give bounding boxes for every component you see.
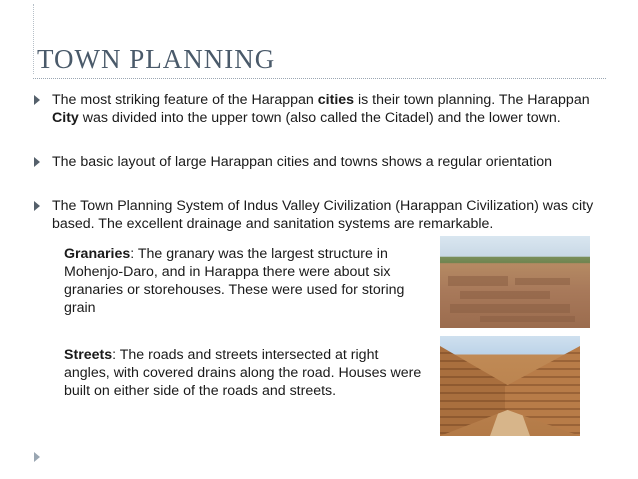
slide-title: TOWN PLANNING [37, 44, 276, 74]
granary-ruins-photo [440, 236, 590, 328]
bold-term: City [52, 110, 79, 126]
text-run: was divided into the upper town (also called the Citadel) and the lower town. [78, 110, 561, 126]
footer-arrow-icon [34, 452, 40, 462]
text-run: is their town planning. The Harappan [354, 92, 590, 108]
bold-term: cities [317, 92, 355, 108]
brick-street-photo [440, 336, 580, 436]
granaries-term: Granaries [64, 246, 131, 262]
granaries-paragraph [64, 245, 424, 317]
text-run: The Town Planning System of Indus Valley Civilization (Harappan Civilization) was city based. The excellent drainage and sanitation systems are remarkable. [52, 198, 594, 232]
streets-text: : The roads and streets intersected at right angles, with covered drains along the road. Houses were built on either side of the roads and streets. [64, 347, 422, 399]
text-run: The most striking feature of the Harappan [52, 92, 318, 108]
streets-term: Streets [64, 347, 113, 363]
text-run: The basic layout of large Harappan cities and towns shows a regular orientation [52, 154, 552, 170]
title-divider-vertical [33, 4, 34, 74]
title-underline [33, 78, 606, 79]
bullet-text [52, 153, 604, 171]
bullet-text [52, 197, 604, 233]
bullet-1 [34, 91, 604, 147]
bullet-text [52, 91, 604, 127]
bullet-arrow-icon [34, 201, 40, 211]
bullet-arrow-icon [34, 157, 40, 167]
bullet-3 [34, 197, 604, 235]
streets-paragraph [64, 346, 424, 400]
bullet-arrow-icon [34, 95, 40, 105]
granaries-text: : The granary was the largest structure in Mohenjo-Daro, and in Harappa there were about six granaries or storehouses. These were used for storing grain [64, 246, 405, 316]
bullet-2 [34, 153, 604, 191]
